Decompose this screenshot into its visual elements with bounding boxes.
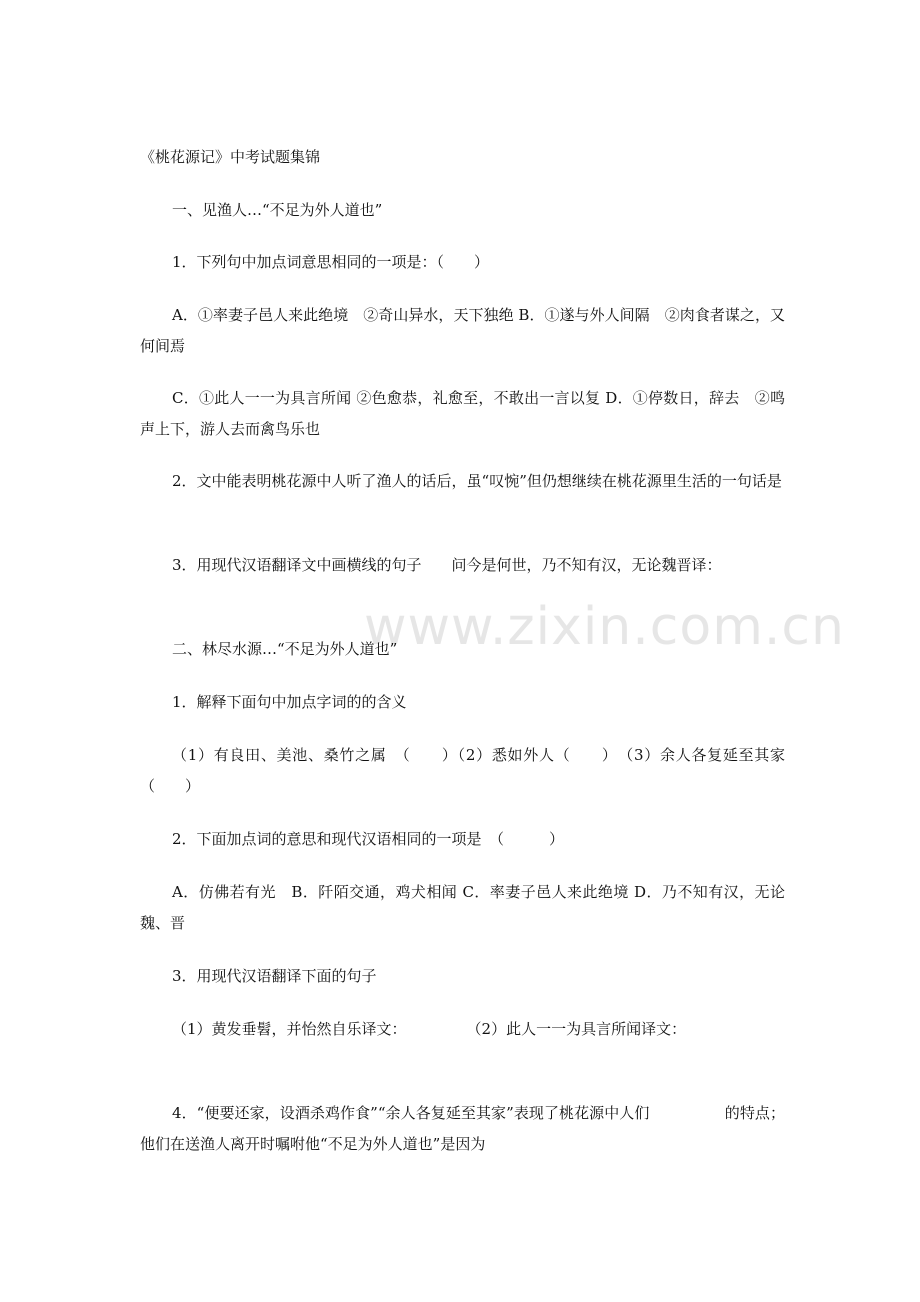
section2-question-3-items: （1）黄发垂髫，并怡然自乐译文： （2）此人一一为具言所闻译文： xyxy=(172,1020,687,1038)
section1-heading: 一、见渔人…“不足为外人道也” xyxy=(172,201,383,219)
watermark-text: www.zixin.com.cn xyxy=(364,597,845,657)
section2-question-3: 3．用现代汉语翻译下面的句子 xyxy=(172,967,377,985)
section2-question-2-options: A．仿佛若有光 B．阡陌交通，鸡犬相闻 C．率妻子邑人来此绝境 D．乃不知有汉，无论魏、晋 xyxy=(140,883,785,932)
section1-question-2: 2．文中能表明桃花源中人听了渔人的话后，虽“叹惋”但仍想继续在桃花源里生活的一句话是 xyxy=(172,472,782,490)
section2-question-4: 4．“便要还家，设酒杀鸡作食”“余人各复延至其家”表现了桃花源中人们 的特点；他们在送渔人离开时嘱咐他“不足为外人道也”是因为 xyxy=(140,1104,785,1153)
document-title: 《桃花源记》中考试题集锦 xyxy=(140,148,321,166)
section1-question-1-options-cd: C．①此人一一为具言所闻 ②色愈恭，礼愈至，不敢出一言以复 D．①停数日，辞去 ②鸣声上下，游人去而禽鸟乐也 xyxy=(140,389,785,438)
section1-question-1: 1．下列句中加点词意思相同的一项是：（ ） xyxy=(172,253,490,271)
section2-question-1-items: （1）有良田、美池、桑竹之属 （ ）（2）悉如外人（ ） （3）余人各复延至其家（ ） xyxy=(140,746,785,795)
section2-question-2: 2．下面加点词的意思和现代汉语相同的一项是 （ ） xyxy=(172,830,565,848)
section2-question-1: 1．解释下面句中加点字词的的含义 xyxy=(172,693,407,711)
section2-heading: 二、林尽水源…“不足为外人道也” xyxy=(172,640,398,658)
section1-question-1-options-ab: A．①率妻子邑人来此绝境 ②奇山异水，天下独绝 B．①遂与外人间隔 ②肉食者谋之，又何间焉 xyxy=(140,306,785,355)
section1-question-3: 3．用现代汉语翻译文中画横线的句子 问今是何世，乃不知有汉，无论魏晋译： xyxy=(172,556,722,574)
